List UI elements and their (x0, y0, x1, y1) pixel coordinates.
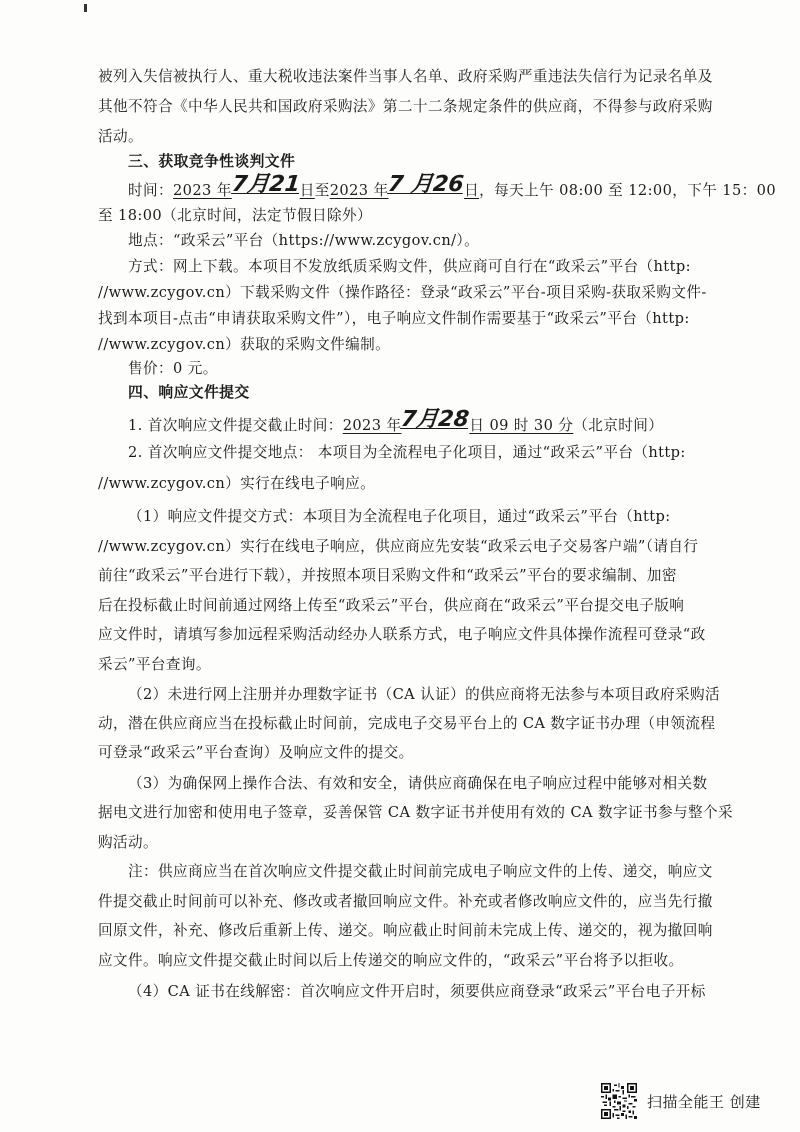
handwritten-start-date: 7月21 (230, 172, 302, 197)
submission-deadline-line (128, 407, 664, 436)
para-3-line-1: （3）为确保网上操作合法、有效和安全，请供应商确保在电子响应过程中能够对相关数 (128, 775, 708, 792)
intro-line-1: 被列入失信被执行人、重大税收违法案件当事人名单、政府采购严重违法失信行为记录名单及 (98, 68, 713, 85)
submission-location-line-2: //www.zcygov.cn）实行在线电子响应。 (98, 475, 376, 492)
deadline-timezone: （北京时间） (573, 417, 664, 434)
time-label: 时间： (128, 182, 173, 199)
para-3-line-3: 购活动。 (98, 834, 158, 851)
deadline-prefix: 1. 首次响应文件提交截止时间： (128, 417, 343, 434)
handwritten-end-date: 7 月26 (387, 172, 466, 197)
document-price: 售价：0 元。 (128, 360, 218, 377)
acquisition-time-line (128, 172, 777, 201)
qr-code-icon (601, 1083, 637, 1119)
deadline-time: 日 09 时 30 分 (469, 417, 574, 434)
start-year: 2023 年 (172, 182, 232, 199)
end-day-suffix: 日 (464, 182, 480, 199)
handwritten-deadline-date: 7月28 (400, 407, 471, 432)
intro-line-2: 其他不符合《中华人民共和国政府采购法》第二十二条规定条件的供应商，不得参与政府采购 (98, 98, 713, 115)
deadline-year: 2023 年 (342, 417, 402, 434)
acquisition-method-line-4: //www.zcygov.cn）获取的采购文件编制。 (98, 336, 391, 353)
section-3-heading: 三、获取竞争性谈判文件 (128, 153, 296, 170)
para-2-line-3: 可登录“政采云”平台查询）及响应文件的提交。 (98, 744, 414, 761)
scan-artifact-mark (84, 4, 87, 12)
para-1-line-3: 前往“政采云”平台进行下载），并按照本项目采购文件和“政采云”平台的要求编制、加密 (98, 567, 677, 584)
start-day-suffix: 日 (299, 182, 315, 199)
acquisition-time-line-2: 至 18:00（北京时间，法定节假日除外） (98, 207, 373, 224)
para-4-line-1: （4）CA 证书在线解密：首次响应文件开启时，须要供应商登录“政采云”平台电子开标 (128, 983, 706, 1000)
acquisition-method-line-1: 方式：网上下载。本项目不发放纸质采购文件，供应商可自行在“政采云”平台（http: (128, 258, 691, 275)
daily-hours: ，每天上午 08:00 至 12:00，下午 15：00 (479, 182, 777, 199)
note-line-4: 应文件。响应文件提交截止时间以后上传递交的响应文件的，“政采云”平台将予以拒收。 (98, 952, 684, 969)
para-1-line-4: 后在投标截止时间前通过网络上传至“政采云”平台，供应商在“政采云”平台提交电子版响 (98, 597, 685, 614)
para-1-line-6: 采云”平台查询。 (98, 656, 211, 673)
acquisition-method-line-2: //www.zcygov.cn）下载采购文件（操作路径：登录“政采云”平台-项目采购-获取采购文件- (98, 284, 707, 301)
para-2-line-1: （2）未进行网上注册并办理数字证书（CA 认证）的供应商将无法参与本项目政府采购活 (128, 686, 721, 703)
intro-line-3: 活动。 (98, 128, 143, 145)
para-1-line-1: （1）响应文件提交方式：本项目为全流程电子化项目，通过“政采云”平台（http: (128, 508, 671, 525)
acquisition-method-line-3: 找到本项目-点击“申请获取采购文件”），电子响应文件制作需要基于“政采云”平台（http: (98, 310, 690, 327)
submission-location-line-1: 2. 首次响应文件提交地点： 本项目为全流程电子化项目，通过“政采云”平台（http: (128, 444, 686, 461)
note-line-3: 回原文件，补充、修改后重新上传、递交。响应截止时间前未完成上传、递交的，视为撤回响 (98, 922, 713, 939)
scanner-watermark (601, 1083, 761, 1119)
para-1-line-2: //www.zcygov.cn）实行在线电子响应，供应商应先安装“政采云电子交易客户端”（请自行 (98, 538, 699, 555)
note-line-1: 注：供应商应当在首次响应文件提交截止时间前完成电子响应文件的上传、递交，响应文 (128, 863, 713, 880)
scanner-app-label: 扫描全能王 创建 (647, 1092, 761, 1111)
to-word: 至 (314, 182, 330, 199)
acquisition-place: 地点：“政采云”平台（https://www.zcygov.cn/）。 (128, 232, 480, 249)
section-4-heading: 四、响应文件提交 (128, 384, 250, 401)
end-year: 2023 年 (329, 182, 389, 199)
para-2-line-2: 动，潜在供应商应当在投标截止时间前，完成电子交易平台上的 CA 数字证书办理（申领流程 (98, 715, 716, 732)
para-1-line-5: 应文件时，请填写参加远程采购活动经办人联系方式，电子响应文件具体操作流程可登录“政 (98, 626, 706, 643)
note-line-2: 件提交截止时间前可以补充、修改或者撤回响应文件。补充或者修改响应文件的，应当先行撤 (98, 893, 713, 910)
para-3-line-2: 据电文进行加密和使用电子签章，妥善保管 CA 数字证书并使用有效的 CA 数字证书参与整个采 (98, 804, 733, 821)
